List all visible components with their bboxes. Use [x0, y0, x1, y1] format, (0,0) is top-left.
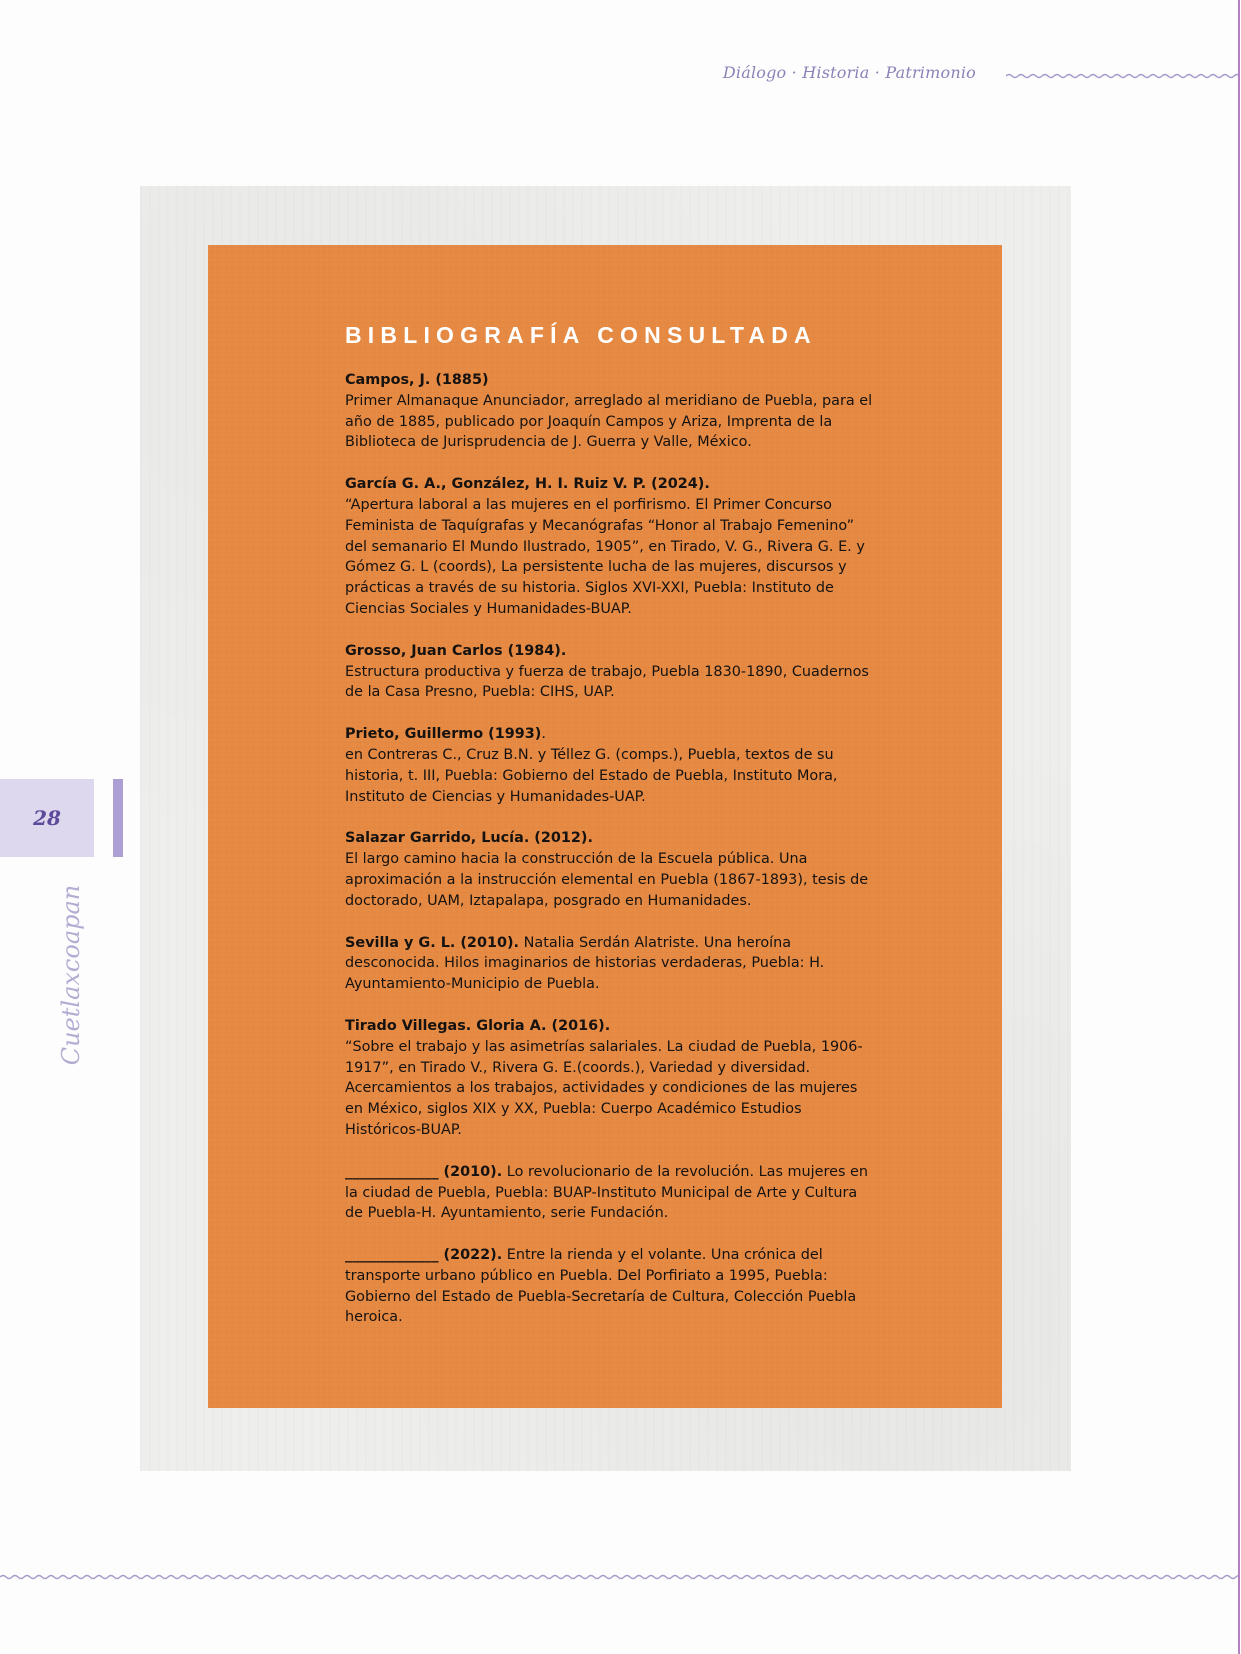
right-edge-rule	[1238, 0, 1240, 1654]
page-number: 28	[33, 806, 61, 830]
side-publication-title: Cuetlaxcoapan	[57, 884, 85, 1066]
bibliography-entry	[345, 828, 875, 911]
entry-text: Estructura productiva y fuerza de trabajo, Puebla 1830-1890, Cuadernos de la Casa Presno, Puebla: CIHS, UAP.	[345, 663, 869, 701]
entry-author: Tirado Villegas. Gloria A. (2016).	[345, 1017, 611, 1034]
entry-text: El largo camino hacia la construcción de la Escuela pública. Una aproximación a la instrucción elemental en Puebla (1867-1893), tesis de doctorado, UAM, Iztapalapa, posgrado en Humanidades.	[345, 851, 869, 909]
bibliography-entry	[345, 933, 875, 995]
bibliography-entry	[345, 474, 875, 620]
page-tab-accent-bar	[113, 779, 123, 857]
entry-author: _____________ (2010).	[345, 1163, 503, 1180]
bibliography-entry	[345, 1016, 875, 1141]
bibliography-entry	[345, 370, 875, 453]
bibliography-entry	[345, 724, 875, 807]
entry-author: _____________ (2022).	[345, 1247, 503, 1264]
footer-wave-line	[0, 1571, 1238, 1583]
entry-text: Lo revolucionario de la revolución. Las mujeres en la ciudad de Puebla, Puebla: BUAP-Instituto Municipal de Arte y Cultura de Puebla-H. Ayuntamiento, serie Fundación.	[345, 1163, 869, 1222]
entry-text: “Apertura laboral a las mujeres en el porfirismo. El Primer Concurso Feminista de Taquígrafas y Mecanógrafas “Honor al Trabajo Femenino” del semanario El Mundo Ilustrado, 1905”, en Tirado, V. G., Rivera G. E. y Gómez G. L (coords), La persistente lucha de las mujeres, discursos y prácticas a través de su historia. Siglos XVI-XXI, Puebla: Instituto de Ciencias Sociales y Humanidades-BUAP.	[345, 496, 865, 617]
entry-author-suffix: .	[541, 726, 546, 743]
entry-text: Primer Almanaque Anunciador, arreglado al meridiano de Puebla, para el año de 1885, publicado por Joaquín Campos y Ariza, Imprenta de la Biblioteca de Jurisprudencia de J. Guerra y Valle, México.	[345, 392, 873, 451]
entry-author: Salazar Garrido, Lucía. (2012).	[345, 830, 593, 847]
entry-text: Entre la rienda y el volante. Una crónica del transporte urbano público en Puebla. Del Porfiriato a 1995, Puebla: Gobierno del Estado de Puebla-Secretaría de Cultura, Colección Puebla heroica.	[345, 1247, 857, 1326]
page-number-tab	[0, 779, 94, 857]
entry-text: en Contreras C., Cruz B.N. y Téllez G. (comps.), Puebla, textos de su historia, t. III, Puebla: Gobierno del Estado de Puebla, Instituto Mora, Instituto de Ciencias y Humanidades-UAP.	[345, 746, 838, 805]
bibliography-title: BIBLIOGRAFÍA CONSULTADA	[345, 322, 817, 348]
entry-author: Prieto, Guillermo (1993)	[345, 726, 542, 743]
bibliography-entry	[345, 1162, 875, 1224]
bibliography-entry	[345, 1245, 875, 1328]
bibliography-section	[345, 322, 875, 1349]
entry-author: Sevilla y G. L. (2010).	[345, 934, 520, 951]
bibliography-entry	[345, 641, 875, 703]
running-header: Diálogo · Historia · Patrimonio	[722, 63, 976, 82]
entry-author: Campos, J. (1885)	[345, 372, 489, 388]
entry-text: “Sobre el trabajo y las asimetrías salariales. La ciudad de Puebla, 1906-1917”, en Tirado V., Rivera G. E.(coords.), Variedad y diversidad. Acercamientos a los trabajos, actividades y condiciones de las mujeres en México, siglos XIX y XX, Puebla: Cuerpo Académico Estudios Históricos-BUAP.	[345, 1038, 863, 1138]
entry-text: Natalia Serdán Alatriste. Una heroína desconocida. Hilos imaginarios de historias verdaderas, Puebla: H. Ayuntamiento-Municipio de Puebla.	[345, 934, 825, 993]
entry-author: García G. A., González, H. I. Ruiz V. P. (2024).	[345, 476, 710, 493]
entry-author: Grosso, Juan Carlos (1984).	[345, 642, 567, 659]
header-wave-line	[1006, 70, 1238, 82]
